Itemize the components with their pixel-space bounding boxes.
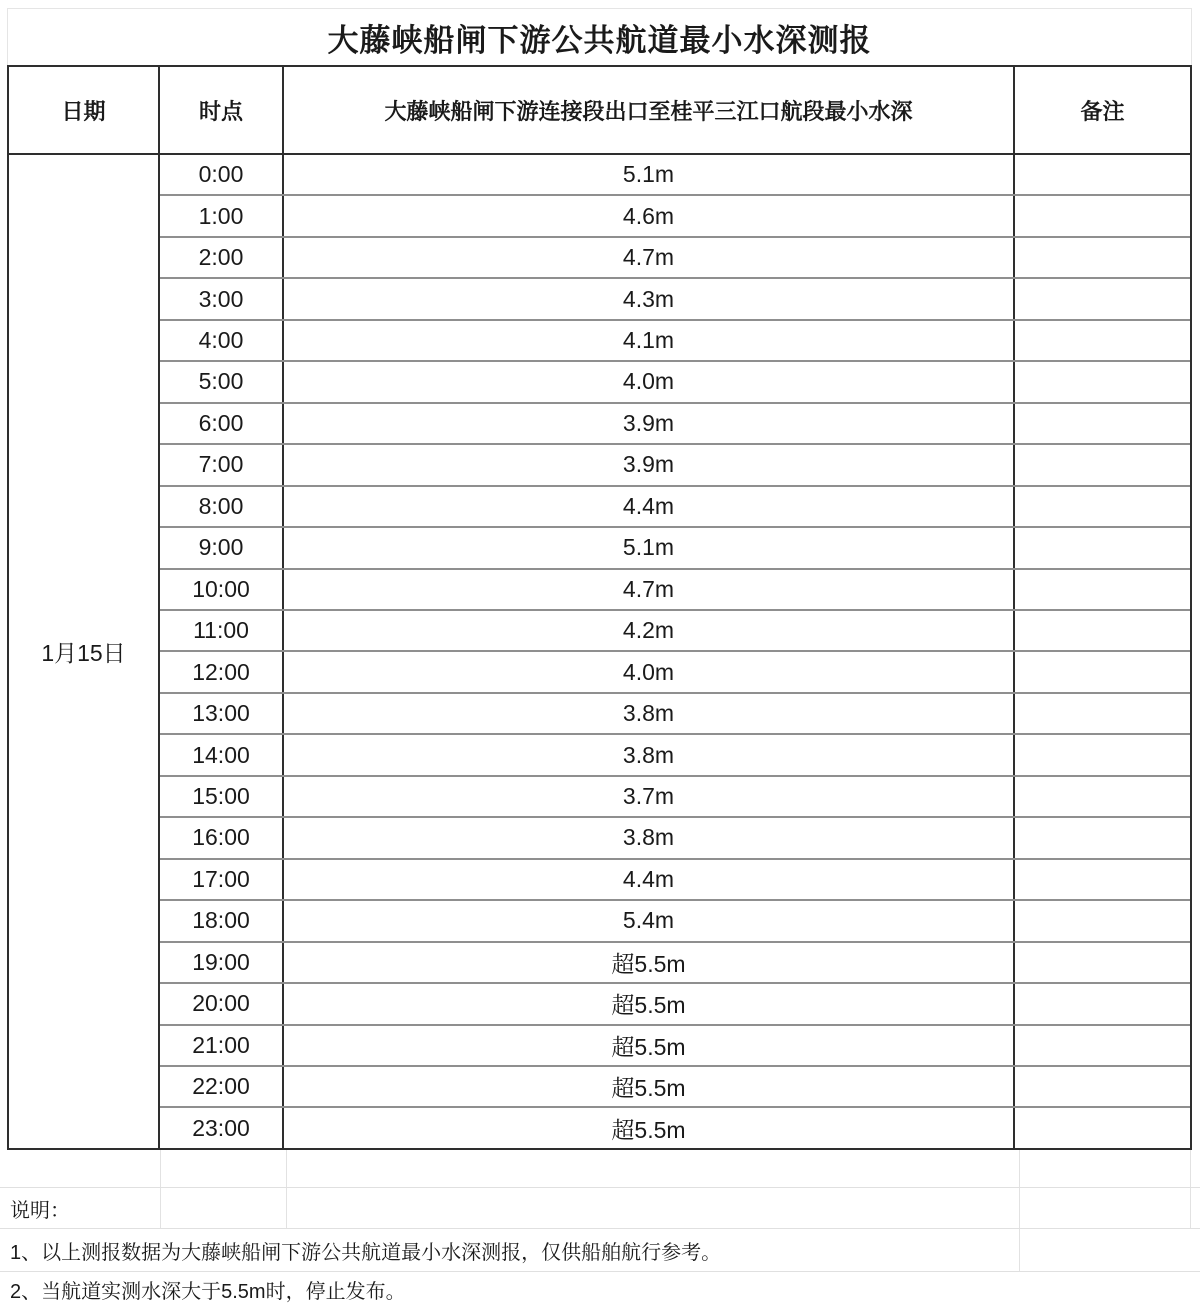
- table-row: [160, 360, 1190, 401]
- remark-cell: [1015, 570, 1190, 609]
- time-cell: 14:00: [160, 735, 284, 774]
- time-cell: 4:00: [160, 321, 284, 360]
- time-cell: 3:00: [160, 279, 284, 318]
- depth-cell: 4.2m: [284, 611, 1015, 650]
- depth-cell: 5.1m: [284, 155, 1015, 194]
- depth-cell: 3.7m: [284, 777, 1015, 816]
- table-row: [160, 526, 1190, 567]
- table-row: [160, 733, 1190, 774]
- remark-cell: [1015, 445, 1190, 484]
- remark-cell: [1015, 943, 1190, 982]
- depth-cell: 3.9m: [284, 404, 1015, 443]
- header-depth: 大藤峡船闸下游连接段出口至桂平三江口航段最小水深: [284, 67, 1015, 153]
- time-cell: 13:00: [160, 694, 284, 733]
- header-date: 日期: [9, 67, 160, 153]
- remark-cell: [1015, 238, 1190, 277]
- table-row: [160, 568, 1190, 609]
- empty-row: [0, 1150, 1200, 1188]
- table-row: [160, 816, 1190, 857]
- table-body: [9, 155, 1190, 1148]
- time-cell: 2:00: [160, 238, 284, 277]
- table-row: [160, 941, 1190, 982]
- remark-cell: [1015, 404, 1190, 443]
- remark-cell: [1015, 777, 1190, 816]
- time-cell: 6:00: [160, 404, 284, 443]
- depth-cell: 4.0m: [284, 362, 1015, 401]
- depth-cell: 3.9m: [284, 445, 1015, 484]
- table-row: [160, 609, 1190, 650]
- time-cell: 22:00: [160, 1067, 284, 1106]
- table-row: [160, 485, 1190, 526]
- depth-cell: 4.0m: [284, 652, 1015, 691]
- report-table: [7, 65, 1192, 1150]
- table-row: [160, 319, 1190, 360]
- time-cell: 12:00: [160, 652, 284, 691]
- depth-cell: 4.4m: [284, 487, 1015, 526]
- remark-cell: [1015, 860, 1190, 899]
- time-cell: 1:00: [160, 196, 284, 235]
- time-cell: 18:00: [160, 901, 284, 940]
- remark-cell: [1015, 196, 1190, 235]
- table-row: [160, 858, 1190, 899]
- time-cell: 23:00: [160, 1108, 284, 1147]
- table-row: [160, 650, 1190, 691]
- remark-cell: [1015, 487, 1190, 526]
- depth-cell: 4.3m: [284, 279, 1015, 318]
- depth-cell: 超5.5m: [284, 984, 1015, 1023]
- note-row: [0, 1272, 1200, 1307]
- time-cell: 15:00: [160, 777, 284, 816]
- remark-cell: [1015, 984, 1190, 1023]
- remark-cell: [1015, 735, 1190, 774]
- remark-cell: [1015, 611, 1190, 650]
- time-cell: 7:00: [160, 445, 284, 484]
- table-row: [160, 1065, 1190, 1106]
- depth-cell: 3.8m: [284, 818, 1015, 857]
- remark-cell: [1015, 1067, 1190, 1106]
- table-row: [160, 982, 1190, 1023]
- remark-cell: [1015, 901, 1190, 940]
- depth-cell: 4.7m: [284, 238, 1015, 277]
- depth-cell: 5.4m: [284, 901, 1015, 940]
- page-title: 大藤峡船闸下游公共航道最小水深测报: [7, 8, 1192, 65]
- table-row: [160, 899, 1190, 940]
- time-cell: 20:00: [160, 984, 284, 1023]
- remark-cell: [1015, 652, 1190, 691]
- depth-cell: 4.7m: [284, 570, 1015, 609]
- table-row: [160, 402, 1190, 443]
- depth-cell: 超5.5m: [284, 1026, 1015, 1065]
- depth-cell: 4.6m: [284, 196, 1015, 235]
- note-2: 2、当航道实测水深大于5.5m时，停止发布。: [10, 1281, 406, 1303]
- note-row: [0, 1229, 1200, 1272]
- time-cell: 19:00: [160, 943, 284, 982]
- report-sheet: [7, 8, 1192, 1150]
- notes-section: [0, 1150, 1200, 1307]
- table-row: [160, 775, 1190, 816]
- time-cell: 5:00: [160, 362, 284, 401]
- table-rows: [160, 155, 1190, 1148]
- date-cell: 1月15日: [9, 155, 160, 1148]
- remark-cell: [1015, 321, 1190, 360]
- table-row: [160, 692, 1190, 733]
- header-time: 时点: [160, 67, 284, 153]
- time-cell: 16:00: [160, 818, 284, 857]
- depth-cell: 4.1m: [284, 321, 1015, 360]
- table-row: [160, 1024, 1190, 1065]
- remark-cell: [1015, 155, 1190, 194]
- remark-cell: [1015, 1026, 1190, 1065]
- depth-cell: 3.8m: [284, 694, 1015, 733]
- table-row: [160, 443, 1190, 484]
- time-cell: 0:00: [160, 155, 284, 194]
- table-row: [160, 194, 1190, 235]
- remark-cell: [1015, 1108, 1190, 1147]
- time-cell: 8:00: [160, 487, 284, 526]
- remark-cell: [1015, 362, 1190, 401]
- notes-label: 说明：: [10, 1199, 70, 1222]
- time-cell: 10:00: [160, 570, 284, 609]
- table-row: [160, 236, 1190, 277]
- time-cell: 11:00: [160, 611, 284, 650]
- header-remark: 备注: [1080, 98, 1125, 124]
- notes-label-row: [0, 1188, 1200, 1229]
- table-row: [160, 277, 1190, 318]
- table-row: [160, 155, 1190, 194]
- depth-cell: 超5.5m: [284, 1108, 1015, 1147]
- depth-cell: 5.1m: [284, 528, 1015, 567]
- time-cell: 9:00: [160, 528, 284, 567]
- time-cell: 17:00: [160, 860, 284, 899]
- note-1: 1、以上测报数据为大藤峡船闸下游公共航道最小水深测报，仅供船舶航行参考。: [10, 1241, 722, 1264]
- remark-cell: [1015, 279, 1190, 318]
- time-cell: 21:00: [160, 1026, 284, 1065]
- depth-cell: 3.8m: [284, 735, 1015, 774]
- remark-cell: [1015, 694, 1190, 733]
- depth-cell: 超5.5m: [284, 943, 1015, 982]
- remark-cell: [1015, 818, 1190, 857]
- remark-cell: [1015, 528, 1190, 567]
- depth-cell: 超5.5m: [284, 1067, 1015, 1106]
- table-header-row: [9, 67, 1190, 155]
- depth-cell: 4.4m: [284, 860, 1015, 899]
- table-row: [160, 1106, 1190, 1147]
